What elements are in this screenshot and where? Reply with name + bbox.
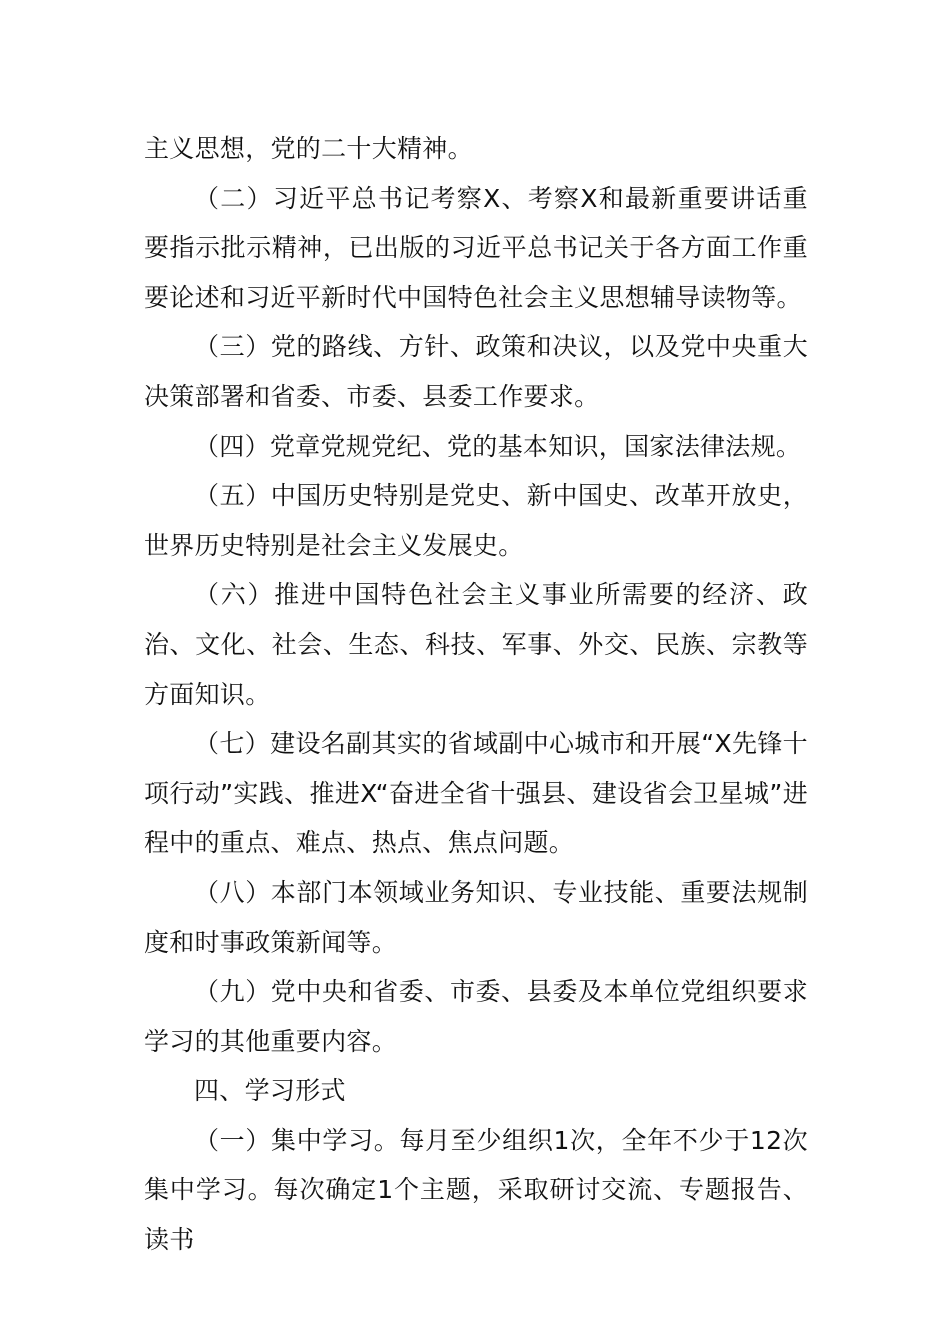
- paragraph-item-9: （九）党中央和省委、市委、县委及本单位党组织要求学习的其他重要内容。: [144, 977, 808, 1056]
- paragraph-item-2: （二）习近平总书记考察X、考察X和最新重要讲话重要指示批示精神，已出版的习近平总书记关于各方面工作重要论述和习近平新时代中国特色社会主义思想辅导读物等。: [144, 183, 808, 312]
- paragraph-item-6: （六）推进中国特色社会主义事业所需要的经济、政治、文化、社会、生态、科技、军事、外交、民族、宗教等方面知识。: [144, 580, 808, 709]
- paragraph-item-5: （五）中国历史特别是党史、新中国史、改革开放史，世界历史特别是社会主义发展史。: [144, 481, 808, 560]
- paragraph-item-8: （八）本部门本领域业务知识、专业技能、重要法规制度和时事政策新闻等。: [144, 877, 808, 957]
- paragraph-continuation: 主义思想，党的二十大精神。: [144, 134, 473, 163]
- paragraph-item-7: （七）建设名副其实的省域副中心城市和开展“X先锋十项行动”实践、推进X“奋进全省十强县、建设省会卫星城”进程中的重点、难点、热点、焦点问题。: [144, 729, 808, 858]
- section-heading-learning-forms: 四、学习形式: [194, 1076, 346, 1106]
- paragraph-form-1: （一）集中学习。每月至少组织1次，全年不少于12次集中学习。每次确定1个主题，采取研讨交流、专题报告、读书: [144, 1125, 808, 1255]
- paragraph-item-3: （三）党的路线、方针、政策和决议，以及党中央重大决策部署和省委、市委、县委工作要求。: [144, 332, 808, 411]
- paragraph-item-4: （四）党章党规党纪、党的基本知识，国家法律法规。: [194, 431, 802, 461]
- document-body: [144, 124, 808, 1265]
